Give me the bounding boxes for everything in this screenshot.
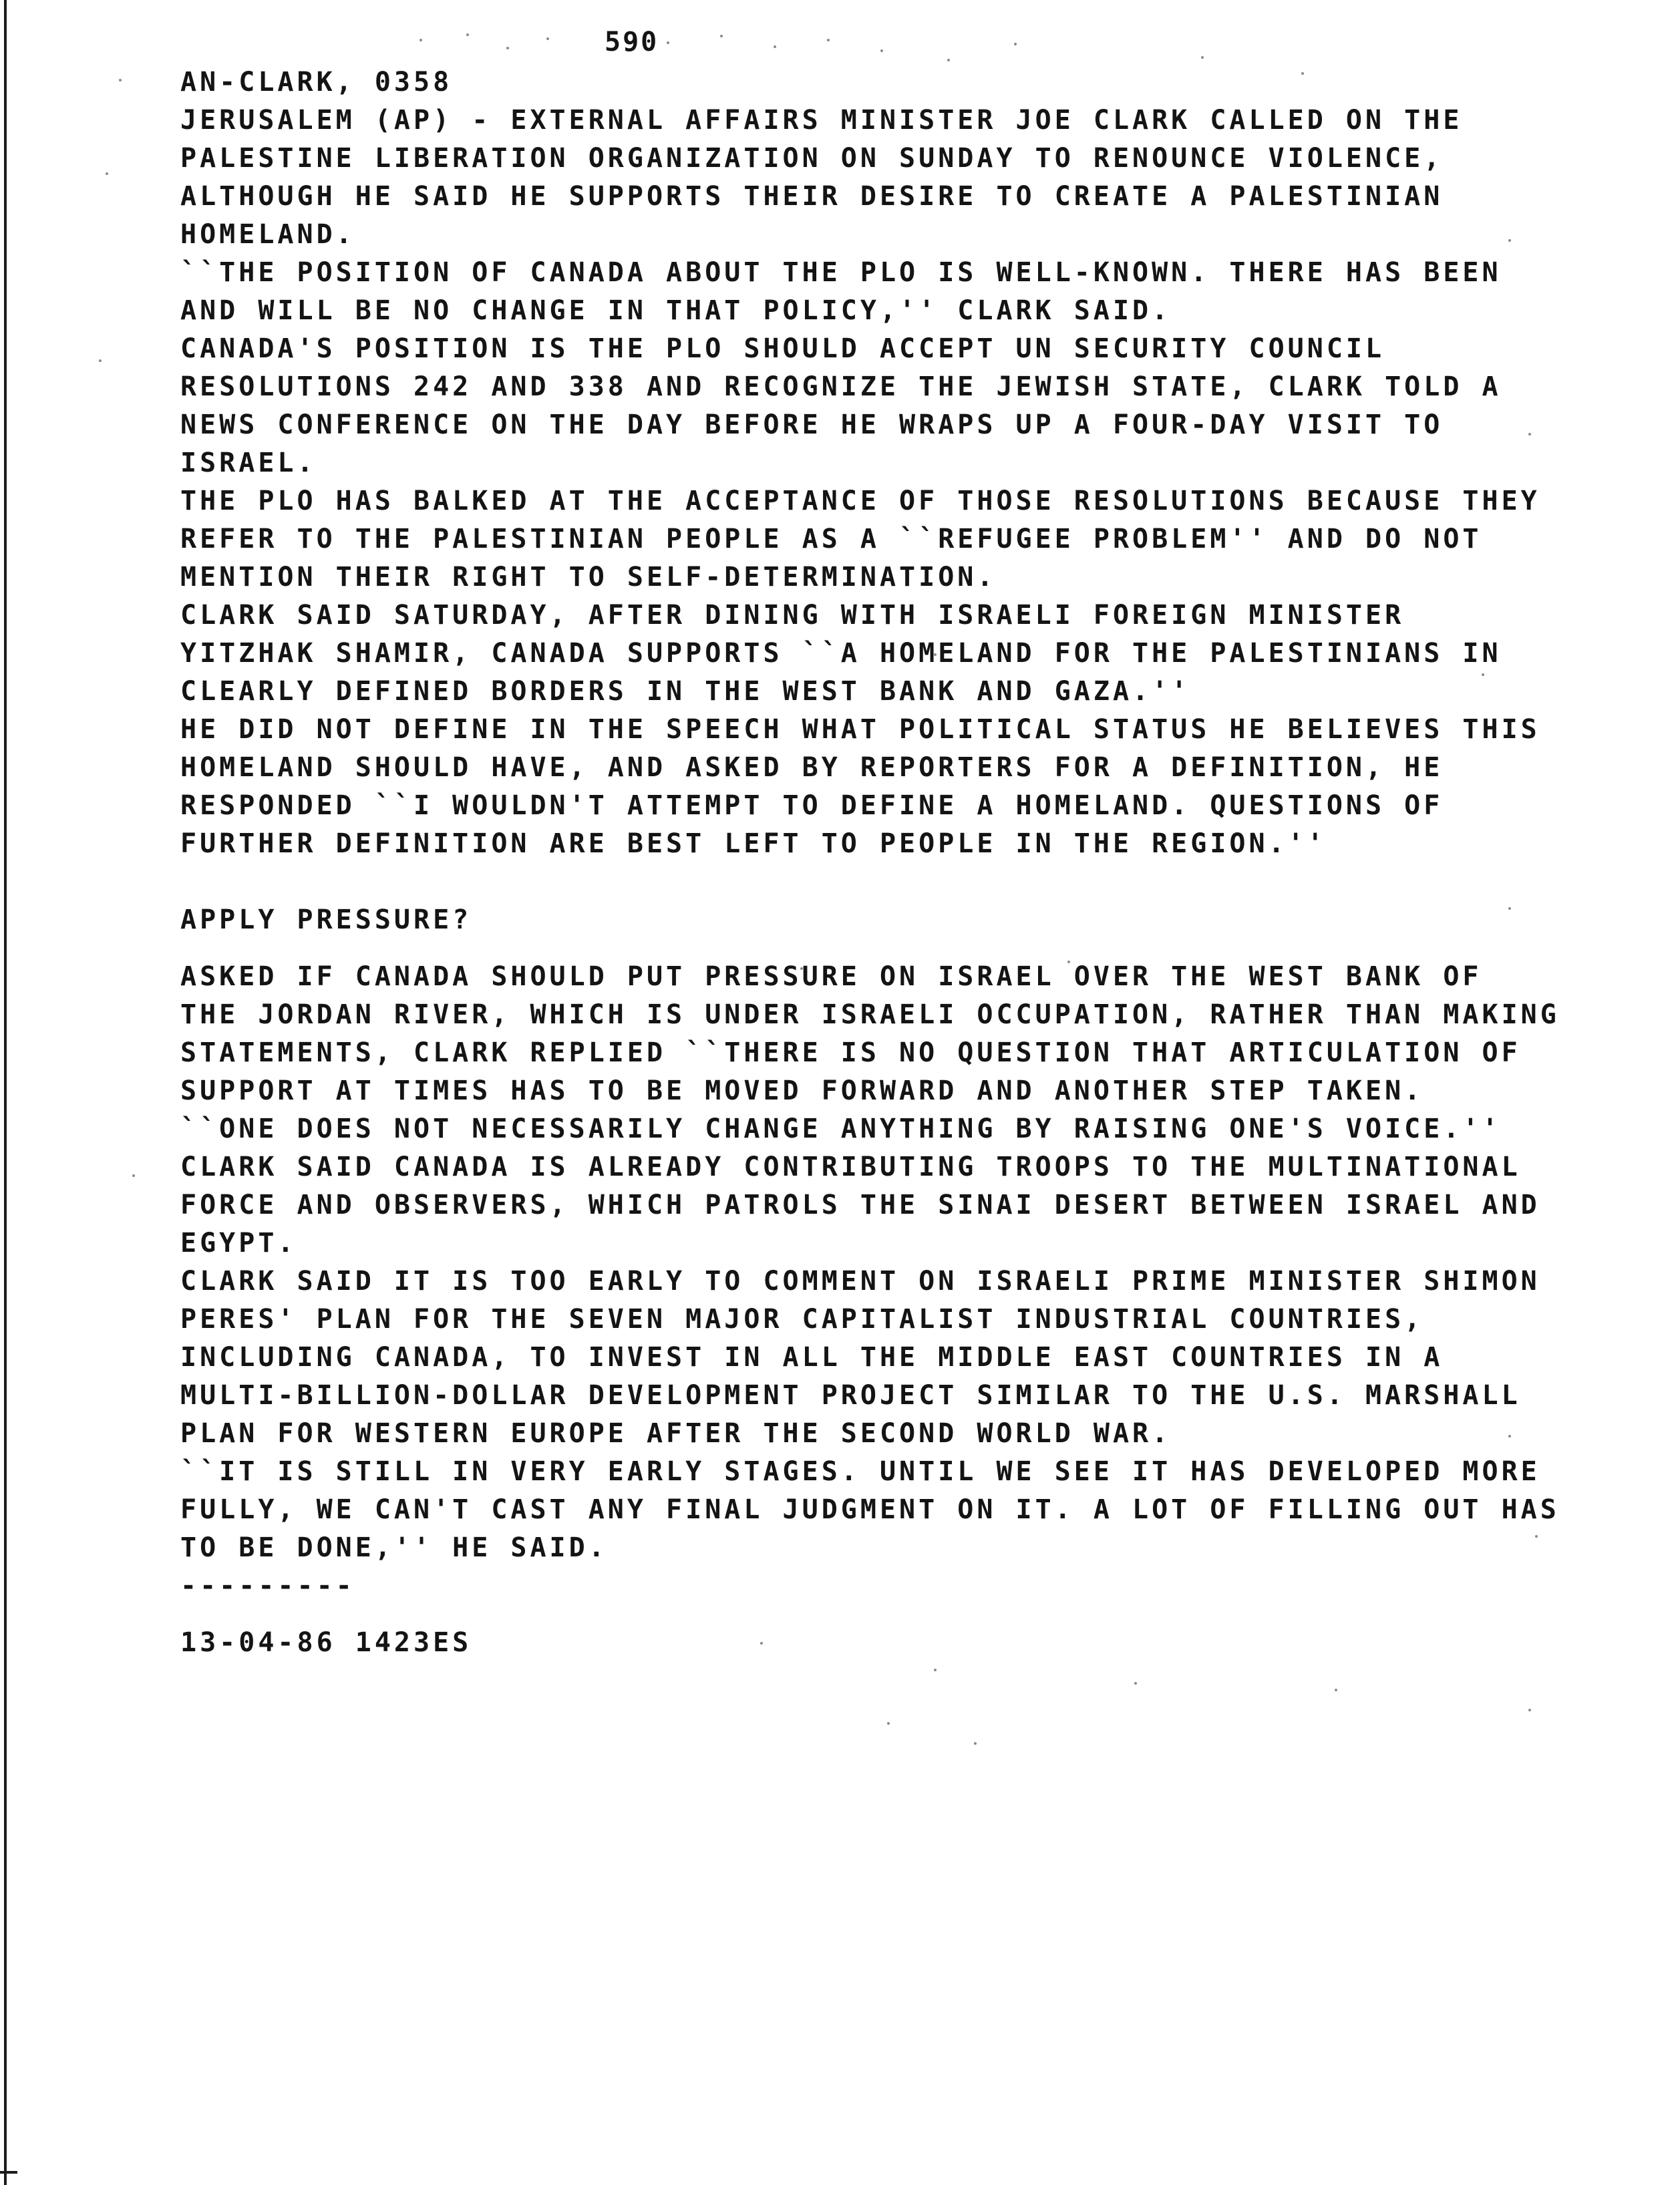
- text-line: FULLY, WE CAN'T CAST ANY FINAL JUDGMENT ON IT. A LOT OF FILLING OUT HAS: [180, 1494, 1560, 1525]
- text-line: CLARK SAID SATURDAY, AFTER DINING WITH ISRAELI FOREIGN MINISTER: [180, 600, 1405, 631]
- subhead: APPLY PRESSURE?: [180, 904, 472, 935]
- text-line: SUPPORT AT TIMES HAS TO BE MOVED FORWARD AND ANOTHER STEP TAKEN.: [180, 1075, 1424, 1106]
- text-line: THE JORDAN RIVER, WHICH IS UNDER ISRAELI OCCUPATION, RATHER THAN MAKING: [180, 999, 1560, 1030]
- wire-story: [180, 63, 1610, 1662]
- text-line: TO BE DONE,'' HE SAID.: [180, 1532, 608, 1563]
- story-body-continued: [180, 958, 1610, 1567]
- text-line: ALTHOUGH HE SAID HE SUPPORTS THEIR DESIRE TO CREATE A PALESTINIAN: [180, 181, 1444, 212]
- text-line: ``IT IS STILL IN VERY EARLY STAGES. UNTIL WE SEE IT HAS DEVELOPED MORE: [180, 1456, 1540, 1487]
- text-line: PALESTINE LIBERATION ORGANIZATION ON SUNDAY TO RENOUNCE VIOLENCE,: [180, 143, 1444, 174]
- text-line: FURTHER DEFINITION ARE BEST LEFT TO PEOPLE IN THE REGION.'': [180, 828, 1327, 859]
- dateline-stamp: 13-04-86 1423ES: [180, 1627, 472, 1658]
- page-number: 590: [605, 27, 659, 57]
- text-line: AND WILL BE NO CHANGE IN THAT POLICY,'' CLARK SAID.: [180, 295, 1172, 326]
- text-line: ISRAEL.: [180, 448, 317, 478]
- text-line: HOMELAND.: [180, 219, 355, 250]
- text-line: RESOLUTIONS 242 AND 338 AND RECOGNIZE THE JEWISH STATE, CLARK TOLD A: [180, 371, 1502, 402]
- text-line: MENTION THEIR RIGHT TO SELF-DETERMINATION.: [180, 562, 997, 593]
- text-line: ``THE POSITION OF CANADA ABOUT THE PLO IS WELL-KNOWN. THERE HAS BEEN: [180, 257, 1502, 288]
- end-separator: ---------: [180, 1570, 355, 1601]
- text-line: HOMELAND SHOULD HAVE, AND ASKED BY REPORTERS FOR A DEFINITION, HE: [180, 752, 1444, 783]
- story-body: [180, 102, 1610, 863]
- text-line: PERES' PLAN FOR THE SEVEN MAJOR CAPITALIST INDUSTRIAL COUNTRIES,: [180, 1304, 1424, 1335]
- text-line: HE DID NOT DEFINE IN THE SPEECH WHAT POLITICAL STATUS HE BELIEVES THIS: [180, 714, 1540, 745]
- text-line: JERUSALEM (AP) - EXTERNAL AFFAIRS MINISTER JOE CLARK CALLED ON THE: [180, 105, 1463, 136]
- text-line: ASKED IF CANADA SHOULD PUT PRESSURE ON ISRAEL OVER THE WEST BANK OF: [180, 961, 1482, 992]
- text-line: STATEMENTS, CLARK REPLIED ``THERE IS NO QUESTION THAT ARTICULATION OF: [180, 1037, 1521, 1068]
- text-line: INCLUDING CANADA, TO INVEST IN ALL THE MIDDLE EAST COUNTRIES IN A: [180, 1342, 1444, 1373]
- text-line: CLEARLY DEFINED BORDERS IN THE WEST BANK AND GAZA.'': [180, 676, 1191, 707]
- text-line: PLAN FOR WESTERN EUROPE AFTER THE SECOND WORLD WAR.: [180, 1418, 1172, 1449]
- text-line: FORCE AND OBSERVERS, WHICH PATROLS THE SINAI DESERT BETWEEN ISRAEL AND: [180, 1190, 1540, 1220]
- text-line: RESPONDED ``I WOULDN'T ATTEMPT TO DEFINE A HOMELAND. QUESTIONS OF: [180, 790, 1444, 821]
- text-line: CLARK SAID IT IS TOO EARLY TO COMMENT ON ISRAELI PRIME MINISTER SHIMON: [180, 1266, 1540, 1297]
- text-line: ``ONE DOES NOT NECESSARILY CHANGE ANYTHING BY RAISING ONE'S VOICE.'': [180, 1114, 1502, 1144]
- story-slug: AN-CLARK, 0358: [180, 67, 453, 98]
- text-line: THE PLO HAS BALKED AT THE ACCEPTANCE OF THOSE RESOLUTIONS BECAUSE THEY: [180, 486, 1540, 516]
- text-line: EGYPT.: [180, 1228, 297, 1258]
- text-line: NEWS CONFERENCE ON THE DAY BEFORE HE WRAPS UP A FOUR-DAY VISIT TO: [180, 409, 1444, 440]
- text-line: CANADA'S POSITION IS THE PLO SHOULD ACCEPT UN SECURITY COUNCIL: [180, 333, 1385, 364]
- text-line: YITZHAK SHAMIR, CANADA SUPPORTS ``A HOMELAND FOR THE PALESTINIANS IN: [180, 638, 1502, 669]
- text-line: REFER TO THE PALESTINIAN PEOPLE AS A ``REFUGEE PROBLEM'' AND DO NOT: [180, 524, 1482, 554]
- text-line: CLARK SAID CANADA IS ALREADY CONTRIBUTING TROOPS TO THE MULTINATIONAL: [180, 1152, 1521, 1182]
- text-line: MULTI-BILLION-DOLLAR DEVELOPMENT PROJECT SIMILAR TO THE U.S. MARSHALL: [180, 1380, 1521, 1411]
